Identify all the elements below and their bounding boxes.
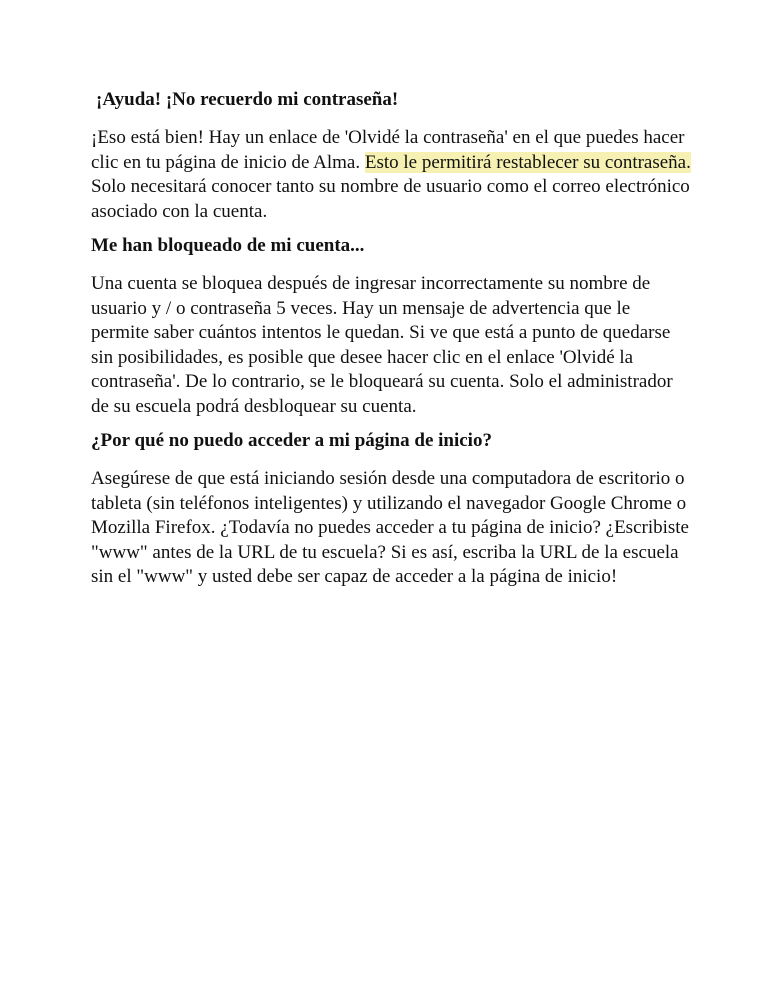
heading-locked-account: Me han bloqueado de mi cuenta...: [91, 235, 365, 256]
paragraph-forgot-password: [91, 126, 691, 224]
paragraph-forgot-password-text-after: Solo necesitará conocer tanto su nombre de usuario como el correo electrónico asociado con la cuenta.: [91, 176, 690, 222]
paragraph-locked-account: Una cuenta se bloquea después de ingresar incorrectamente su nombre de usuario y / o contraseña 5 veces. Hay un mensaje de advertencia que le permite saber cuántos intentos le quedan. Si ve que está a punto de quedarse sin posibilidades, es posible que desee hacer clic en el enlace 'Olvidé la contraseña'. De lo contrario, se le bloqueará su cuenta. Solo el administrador de su escuela podrá desbloquear su cuenta.: [91, 273, 673, 417]
heading-cannot-access-homepage: ¿Por qué no puedo acceder a mi página de inicio?: [91, 430, 492, 451]
document-body: [91, 88, 691, 590]
highlighted-text: Esto le permitirá restablecer su contraseña.: [364, 151, 691, 173]
paragraph-forgot-password-text-before: ¡Eso está bien! Hay un enlace de 'Olvidé la contraseña' en el que puedes hacer clic en tu página de inicio de Alma.: [91, 127, 685, 173]
paragraph-cannot-access-homepage: Asegúrese de que está iniciando sesión desde una computadora de escritorio o tableta (sin teléfonos inteligentes) y utilizando el navegador Google Chrome o Mozilla Firefox. ¿Todavía no puedes acceder a tu página de inicio? ¿Escribiste "www" antes de la URL de tu escuela? Si es así, escriba la URL de la escuela sin el "www" y usted debe ser capaz de acceder a la página de inicio!: [91, 468, 689, 587]
heading-forgot-password: ¡Ayuda! ¡No recuerdo mi contraseña!: [96, 89, 399, 110]
